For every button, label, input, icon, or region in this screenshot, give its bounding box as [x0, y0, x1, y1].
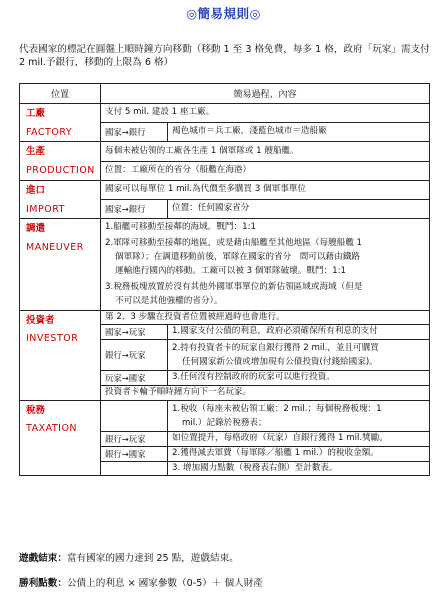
investor-item-3: 3.任何沒有控制政府的玩家可以進行投資。 [168, 371, 430, 386]
investor-route-1: 國家→玩家 [101, 325, 168, 340]
factory-category [20, 104, 101, 142]
header-position: 位置 [20, 84, 101, 104]
maneuver-en: MANEUVER [26, 242, 84, 254]
production-zh: 生產 [26, 146, 46, 158]
maneuver-content [101, 219, 430, 310]
maneuver-item-3b: 不可以是其他強權的省分）。 [115, 296, 223, 307]
investor-category [20, 310, 101, 400]
import-row-1 [20, 180, 430, 199]
investor-item-2 [168, 340, 430, 371]
factory-line1: 支付 5 mil. 建設 1 座工廠。 [101, 104, 430, 123]
maneuver-item-2c: 運輸進行國內的移動。工廠可以被 3 個軍隊破壞。戰鬥：1:1 [115, 266, 347, 277]
page-title: ◎簡易規則◎ [186, 6, 261, 21]
investor-zh: 投資者 [26, 314, 55, 326]
production-en: PRODUCTION [26, 165, 95, 177]
taxation-item-1a: 1.稅收（每座未被佔領工廠：2 mil.；每個稅務板塊：1 [172, 403, 382, 414]
rules-table [19, 83, 430, 476]
factory-zh: 工廠 [26, 108, 46, 119]
factory-route: 國家→銀行 [101, 122, 168, 141]
import-line2: 位置：任何國家省分 [168, 199, 430, 218]
investor-route-2: 銀行→玩家 [101, 340, 168, 371]
game-end-text: 當有國家的國力達到 25 點，遊戲結束。 [66, 553, 239, 564]
import-route: 國家→銀行 [101, 199, 168, 218]
factory-line2: 褐色城市＝兵工廠，淺藍色城市＝造船廠 [168, 122, 430, 141]
investor-row-1 [20, 310, 430, 325]
victory-points-label: 勝利點數： [19, 578, 67, 589]
investor-en: INVESTOR [26, 333, 79, 345]
header-process: 簡易過程、內容 [101, 84, 430, 104]
taxation-route-empty [101, 400, 168, 431]
investor-line-last: 投資者卡輪予順時鐘方向下一名玩家。 [101, 386, 430, 401]
investor-line1: 第 2、3 步驟在投資者位置被經過時也會進行。 [101, 310, 430, 325]
taxation-route-empty-2 [101, 461, 168, 476]
import-en: IMPORT [26, 203, 65, 215]
taxation-item-1 [168, 400, 430, 431]
taxation-zh: 稅務 [26, 404, 46, 416]
maneuver-item-3a: 3.稅務板塊放置於沒有其他外國軍事單位的新佔領區域或海域（但是 [105, 282, 363, 293]
victory-points-text: 公債上的利息 × 國家參數（0-5）＋ 個人財產 [66, 578, 263, 589]
factory-row-1 [20, 104, 430, 123]
game-end-line [19, 550, 239, 564]
maneuver-zh: 調遣 [26, 223, 46, 235]
factory-en: FACTORY [26, 126, 73, 138]
production-row-1 [20, 142, 430, 161]
production-line1: 每個未被佔領的工廠各生產 1 個軍隊或 1 艘船艦。 [101, 142, 430, 161]
taxation-row-1 [20, 400, 430, 431]
intro-paragraph: 代表國家的標記在圓盤上順時鐘方向移動（移動 1 至 3 格免費，每多 1 格，政府「玩家」需支付 2 mil.予銀行，移動的上限為 6 格） [19, 44, 430, 68]
production-category [20, 142, 101, 180]
import-category [20, 180, 101, 218]
maneuver-category [20, 219, 101, 310]
taxation-item-3: 3. 增加國力點數（稅務表右側）至計數表。 [168, 461, 430, 476]
taxation-en: TAXATION [26, 423, 78, 435]
victory-points-line [19, 575, 263, 589]
game-end-label: 遊戲結束： [19, 553, 67, 564]
table-header-row [20, 84, 430, 104]
taxation-item-1c: 如位置提升，每格政府（玩家）自銀行獲得 1 mil.獎勵。 [168, 431, 430, 446]
import-line1: 國家可以每單位 1 mil.為代價至多購買 3 個軍事單位 [101, 180, 430, 199]
taxation-category [20, 400, 101, 476]
investor-item-1: 1.國家支付公債的利息，政府必須確保所有利息的支付 [168, 325, 430, 340]
taxation-item-1b: mil.）記錄於稅務表； [182, 417, 267, 428]
taxation-item-2: 2.獲得減去軍費（每軍隊／船艦 1 mil.）的稅收金額。 [168, 446, 430, 461]
import-zh: 進口 [26, 184, 46, 196]
taxation-route-1: 銀行→玩家 [101, 431, 168, 446]
investor-item-2a: 2.持有投資者卡的玩家自銀行獲得 2 mil.，並且可購買 [172, 343, 379, 354]
taxation-route-2: 銀行→國家 [101, 446, 168, 461]
maneuver-item-2b: 個軍隊）；在調遣移動前後，軍隊在國家的省分 間可以藉由鐵路 [115, 252, 360, 263]
investor-item-2b: 任何國家新公債或增加現有公債投資(付錢給國家)。 [182, 357, 378, 368]
maneuver-item-2a: 2.軍隊可移動至接鄰的地區，或是藉由船艦至其他地區（每艘船艦 1 [105, 238, 363, 249]
maneuver-item-1: 1.船艦可移動至接鄰的海域。戰鬥：1:1 [105, 222, 256, 233]
maneuver-row [20, 219, 430, 310]
production-line2: 位置：工廠所在的省分（船艦在海港） [101, 161, 430, 180]
investor-route-3: 玩家→國家 [101, 371, 168, 386]
